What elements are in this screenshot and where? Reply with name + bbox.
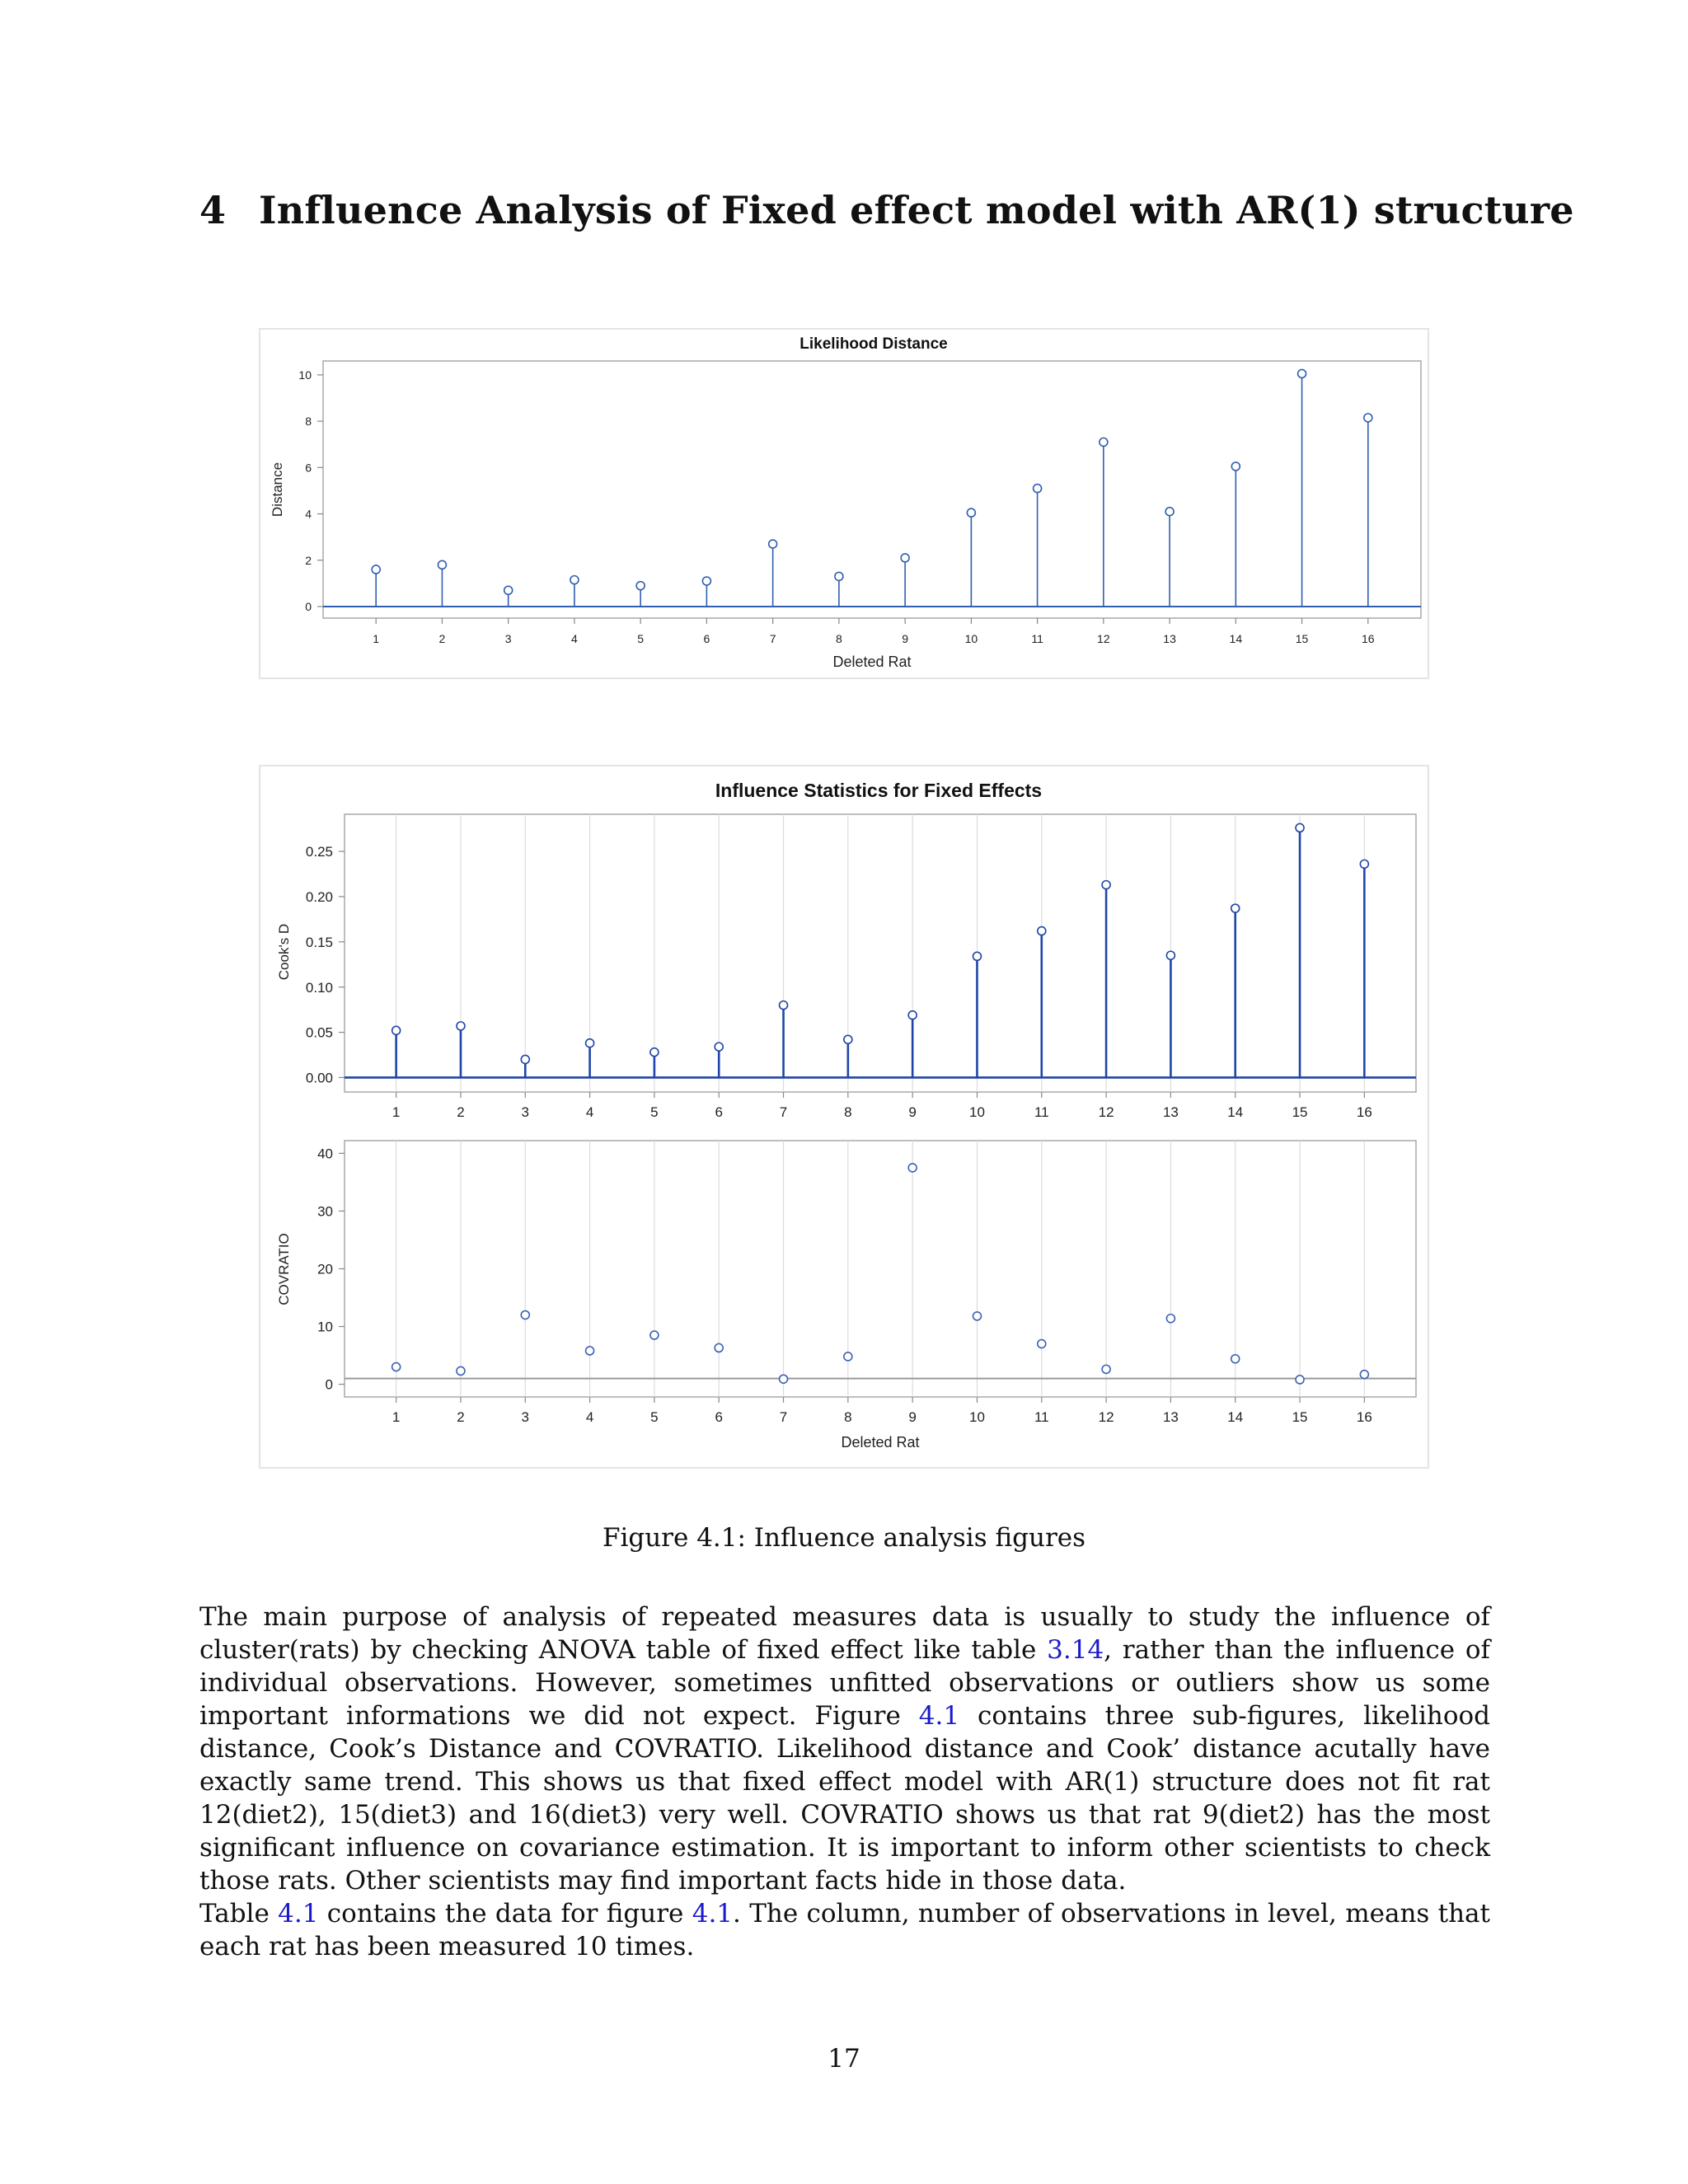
x-tick-label: 1 [373, 632, 380, 645]
data-point [586, 1347, 594, 1355]
data-point [570, 576, 579, 584]
chart-title: Likelihood Distance [799, 335, 948, 353]
cooks-d-plot-frame [345, 814, 1416, 1092]
page-number: 17 [828, 2044, 860, 2074]
x-tick-label: 11 [1031, 632, 1043, 645]
x-tick-label: 13 [1162, 1409, 1179, 1425]
y-tick-label: 8 [305, 415, 312, 429]
data-point [1298, 369, 1306, 377]
x-tick-label: 1 [392, 1104, 401, 1120]
influence-statistics-chart [260, 766, 1428, 1467]
data-point [1038, 927, 1046, 935]
x-tick-label: 6 [715, 1104, 723, 1120]
data-point [835, 572, 843, 580]
data-point [702, 577, 710, 585]
data-point [715, 1343, 723, 1352]
x-tick-label: 11 [1034, 1104, 1049, 1120]
data-point [521, 1311, 529, 1319]
x-tick-label: 2 [457, 1409, 465, 1425]
x-tick-label: 9 [908, 1104, 917, 1120]
x-tick-label: 15 [1292, 1104, 1308, 1120]
x-tick-label: 4 [585, 1104, 594, 1120]
x-tick-label: 14 [1227, 1409, 1244, 1425]
x-tick-label: 8 [844, 1104, 852, 1120]
data-point [1364, 414, 1372, 422]
data-point [1296, 1376, 1304, 1384]
data-point [973, 1312, 981, 1320]
x-tick-label: 6 [715, 1409, 723, 1425]
data-point [1165, 508, 1174, 516]
x-tick-label: 10 [969, 1409, 985, 1425]
data-point [844, 1352, 852, 1361]
data-point [1166, 1315, 1175, 1323]
x-tick-label: 7 [779, 1104, 788, 1120]
text-run: . The column, number of observations in level, means that each rat has been measured 10 times. [199, 1899, 1490, 1961]
x-tick-label: 4 [585, 1409, 594, 1425]
data-point [636, 582, 645, 590]
y-tick-label: 0.25 [305, 844, 333, 860]
x-tick-label: 15 [1292, 1409, 1308, 1425]
x-tick-label: 9 [902, 632, 909, 645]
data-point [1102, 1365, 1110, 1373]
data-point [973, 952, 981, 960]
data-point [1360, 1371, 1368, 1379]
text-run: The main purpose of analysis of repeated measures data is usually to study the influence of cluster(rats) by checking ANOVA table of fixed effect like table [199, 1602, 1490, 1665]
x-tick-label: 15 [1295, 632, 1309, 645]
cooks-d-axis-title: Cook's D [276, 923, 292, 981]
covratio-axis-title: COVRATIO [276, 1233, 292, 1305]
x-tick-label: 1 [392, 1409, 401, 1425]
covratio-plot-frame [345, 1141, 1416, 1397]
y-tick-label: 0.20 [305, 889, 333, 906]
data-point [908, 1011, 917, 1019]
data-point [1034, 485, 1042, 493]
y-tick-label: 10 [317, 1319, 333, 1335]
data-point [1231, 1355, 1240, 1363]
x-tick-label: 3 [521, 1104, 530, 1120]
x-tick-label: 11 [1034, 1409, 1049, 1425]
section-heading [199, 188, 1574, 232]
x-axis-title: Deleted Rat [832, 654, 912, 670]
x-tick-label: 16 [1356, 1104, 1372, 1120]
data-point [457, 1022, 465, 1030]
section-title: Influence Analysis of Fixed effect model with AR(1) structure [259, 188, 1574, 232]
text-run: contains three sub-figures, likelihood distance, Cook’s Distance and COVRATIO. Likelihood distance and Cook’ distance acutally have exactly same trend. This shows us that fixed effect model with AR(1) structure does not fit rat 12(diet2), 15(diet3) and 16(diet3) very well. COVRATIO shows us that rat 9(diet2) has the most significant influence on covariance estimation. It is important to inform other scientists to check those rats. Other scientists may find important facts hide in those data. [199, 1701, 1490, 1896]
x-tick-label: 4 [571, 632, 578, 645]
x-tick-label: 6 [703, 632, 710, 645]
data-point [1100, 438, 1108, 446]
x-tick-label: 9 [908, 1409, 917, 1425]
likelihood-distance-chart [260, 330, 1428, 677]
x-tick-label: 16 [1356, 1409, 1372, 1425]
plot-frame [323, 361, 1421, 618]
x-tick-label: 12 [1098, 1409, 1114, 1425]
data-point [504, 586, 513, 594]
y-tick-label: 0.05 [305, 1024, 333, 1041]
text-run: contains the data for figure [318, 1899, 692, 1929]
x-tick-label: 7 [769, 632, 776, 645]
data-point [1231, 462, 1240, 471]
data-point [521, 1055, 529, 1063]
data-point [967, 509, 975, 517]
data-point [392, 1363, 401, 1371]
likelihood-distance-figure [259, 328, 1429, 679]
x-tick-label: 3 [521, 1409, 530, 1425]
x-tick-label: 5 [650, 1409, 659, 1425]
section-number: 4 [199, 188, 227, 232]
data-point [908, 1164, 917, 1172]
x-tick-label: 2 [438, 632, 446, 645]
x-tick-label: 14 [1227, 1104, 1244, 1120]
x-tick-label: 13 [1163, 632, 1176, 645]
y-tick-label: 0 [305, 599, 312, 613]
text-run: Table [199, 1899, 279, 1929]
data-point [1102, 881, 1110, 889]
chart-title: Influence Statistics for Fixed Effects [715, 780, 1043, 801]
data-point [1166, 951, 1175, 959]
data-point [438, 560, 446, 569]
table-reference-link[interactable]: 4.1 [278, 1899, 319, 1929]
x-tick-label: 10 [969, 1104, 985, 1120]
data-point [586, 1039, 594, 1047]
y-tick-label: 10 [298, 368, 312, 382]
data-point [650, 1331, 659, 1339]
y-tick-label: 6 [305, 461, 312, 475]
y-axis-title: Distance [270, 462, 285, 518]
x-axis-title: Deleted Rat [841, 1434, 920, 1451]
y-tick-label: 2 [305, 553, 312, 567]
y-tick-label: 20 [317, 1261, 333, 1277]
influence-statistics-figure [259, 765, 1429, 1469]
data-point [650, 1048, 659, 1057]
data-point [844, 1035, 852, 1043]
data-point [1360, 860, 1368, 868]
y-tick-label: 30 [317, 1203, 333, 1220]
x-tick-label: 14 [1229, 632, 1243, 645]
body-paragraph [199, 1897, 1490, 1963]
x-tick-label: 10 [964, 632, 978, 645]
data-point [457, 1366, 465, 1375]
data-point [1296, 823, 1304, 832]
x-tick-label: 5 [650, 1104, 659, 1120]
data-point [372, 565, 380, 574]
x-tick-label: 8 [835, 632, 842, 645]
data-point [780, 1375, 788, 1383]
data-point [715, 1043, 723, 1051]
y-tick-label: 0 [325, 1376, 333, 1393]
x-tick-label: 16 [1362, 632, 1375, 645]
figure-reference-link[interactable]: 4.1 [918, 1701, 960, 1731]
x-tick-label: 3 [504, 632, 512, 645]
x-tick-label: 8 [844, 1409, 852, 1425]
x-tick-label: 2 [457, 1104, 465, 1120]
figure-caption: Figure 4.1: Influence analysis figures [602, 1523, 1086, 1553]
y-tick-label: 0.00 [305, 1070, 333, 1086]
body-paragraph [199, 1601, 1490, 1897]
table-reference-link[interactable]: 3.14 [1047, 1635, 1104, 1665]
x-tick-label: 13 [1162, 1104, 1179, 1120]
data-point [1231, 904, 1240, 912]
y-tick-label: 0.15 [305, 934, 333, 950]
x-tick-label: 7 [779, 1409, 788, 1425]
text-run: , rather than the influence of individual observations. However, sometimes unfitted observations or outliers show us some important informations we did not expect. Figure [199, 1635, 1490, 1731]
x-tick-label: 5 [637, 632, 645, 645]
data-point [901, 554, 909, 562]
x-tick-label: 12 [1098, 1104, 1114, 1120]
x-tick-label: 12 [1097, 632, 1110, 645]
data-point [769, 540, 777, 548]
data-point [392, 1026, 401, 1034]
y-tick-label: 40 [317, 1146, 333, 1162]
figure-reference-link[interactable]: 4.1 [692, 1899, 734, 1929]
data-point [780, 1001, 788, 1010]
y-tick-label: 0.10 [305, 979, 333, 996]
data-point [1038, 1340, 1046, 1348]
y-tick-label: 4 [305, 507, 312, 521]
